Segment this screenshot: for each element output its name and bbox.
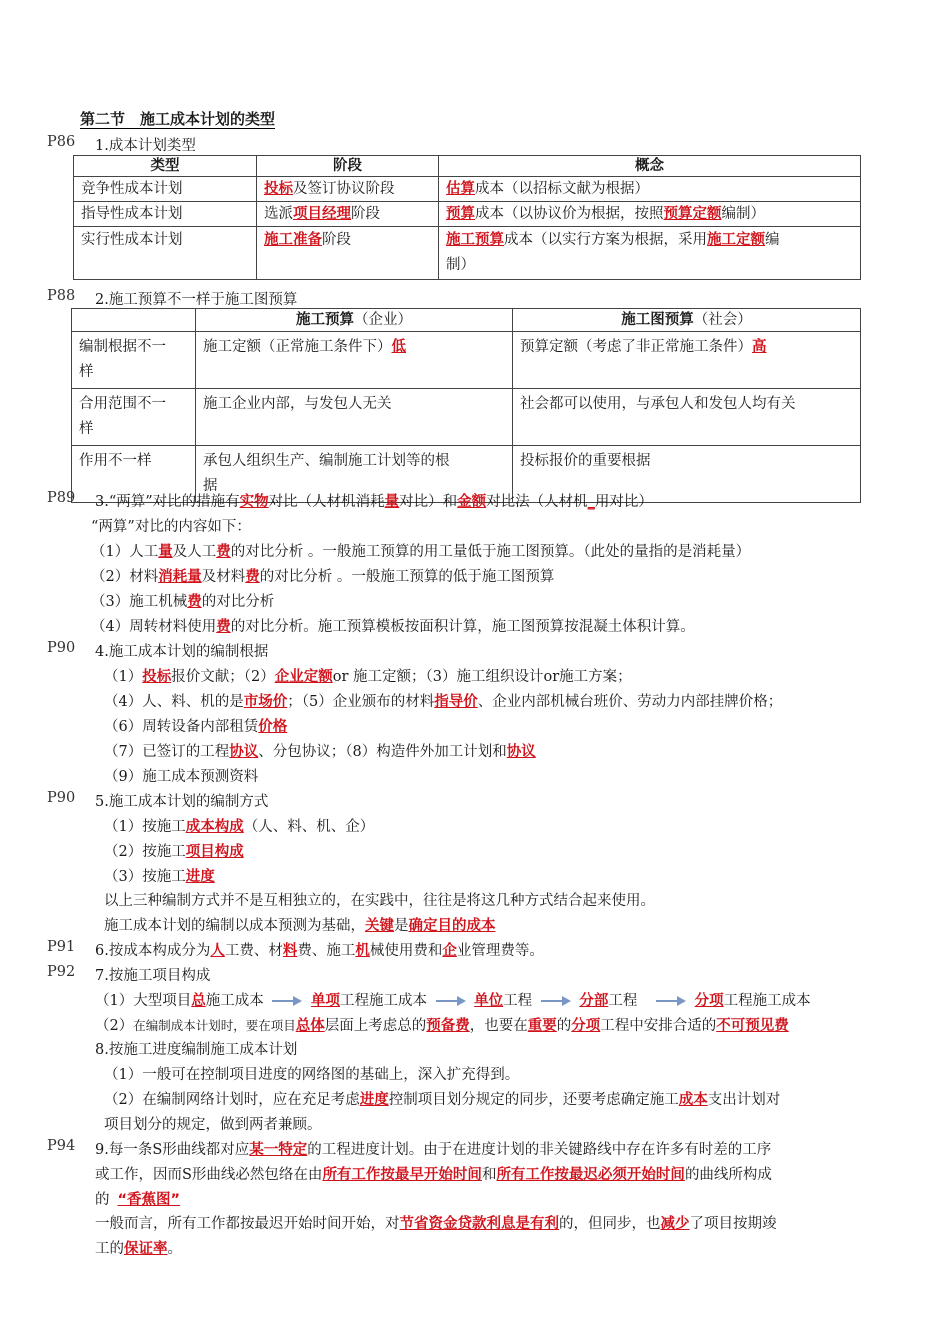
cell-stage: 投标及签订协议阶段: [257, 177, 439, 202]
cell-aspect: 合用范围不一 样: [72, 389, 196, 446]
s5-line: （3）按施工进度: [104, 869, 215, 885]
s7-title: 7.按施工项目构成: [95, 968, 211, 984]
cell-drawing: 社会都可以使用，与承包人和发包人均有关: [513, 389, 861, 446]
cell-construction: 承包人组织生产、编制施工计划等的根 据: [196, 446, 513, 503]
s3-line: 3.“两算”对比的措施有实物对比（人材机消耗量对比）和金额对比法（人材机_用对比）: [95, 494, 653, 510]
budget-compare-table: [71, 308, 861, 503]
cell-type: 实行性成本计划: [74, 227, 257, 280]
cell-type: 竞争性成本计划: [74, 177, 257, 202]
table-header-row: [72, 309, 861, 332]
table-row: [72, 389, 861, 446]
cell-construction: 施工定额（正常施工条件下）低: [196, 332, 513, 389]
s5-line: 施工成本计划的编制以成本预测为基础，关键是确定目的成本: [104, 918, 496, 934]
s4-title: 4.施工成本计划的编制根据: [95, 644, 269, 660]
s8-line: （1）一般可在控制项目进度的网络图的基础上，深入扩充得到。: [104, 1067, 520, 1083]
s3-line: （3）施工机械费的对比分析: [91, 594, 275, 610]
page-ref: P94: [47, 1138, 76, 1154]
th-type: 类型: [74, 156, 257, 177]
th-construction-budget: 施工预算（企业）: [196, 309, 513, 332]
s3-line: （2）材料消耗量及材料费的对比分析 。一般施工预算的低于施工图预算: [91, 569, 555, 585]
s5-line: 以上三种编制方式并不是互相独立的，在实践中，往往是将这几种方式结合起来使用。: [104, 893, 655, 909]
cell-concept: 施工预算成本（以实行方案为根据，采用施工定额编 制）: [439, 227, 861, 280]
cell-aspect: 编制根据不一 样: [72, 332, 196, 389]
th-empty: [72, 309, 196, 332]
th-concept: 概念: [439, 156, 861, 177]
page-ref: P88: [47, 288, 76, 304]
s5-line: （1）按施工成本构成（人、料、机、企）: [104, 819, 375, 835]
s3-line: “两算”对比的内容如下：: [91, 519, 251, 535]
s9-line: 的 “香蕉图”: [95, 1192, 181, 1208]
page-ref: P90: [47, 790, 76, 806]
s4-line: （7）已签订的工程协议、分包协议；（8）构造件外加工计划和协议: [104, 744, 536, 760]
table-row: [74, 177, 861, 202]
cell-concept: 估算成本（以招标文献为根据）: [439, 177, 861, 202]
s3-line: （4）周转材料使用费的对比分析。施工预算模板按面积计算，施工图预算按混凝土体积计算。: [91, 619, 695, 635]
s9-line: 工的保证率。: [95, 1241, 182, 1257]
page-ref: P89: [47, 490, 76, 506]
cell-type: 指导性成本计划: [74, 202, 257, 227]
page-ref: P90: [47, 640, 76, 656]
th-stage: 阶段: [257, 156, 439, 177]
s9-line: 或工作，因而S形曲线必然包络在由所有工作按最早开始时间和所有工作按最迟必须开始时间的曲线所构成: [95, 1167, 772, 1183]
s4-line: （4）人、料、机的是市场价；（5）企业颁布的材料指导价、企业内部机械台班价、劳动力内部挂牌价格；: [104, 694, 783, 710]
cell-aspect: 作用不一样: [72, 446, 196, 503]
cell-stage: 施工准备阶段: [257, 227, 439, 280]
s9-line: 一般而言，所有工作都按最迟开始时间开始，对节省资金贷款利息是有利的，但同步，也减少了项目按期竣: [95, 1216, 777, 1232]
table-row: [74, 227, 861, 280]
cell-drawing: 预算定额（考虑了非正常施工条件）高: [513, 332, 861, 389]
s5-line: （2）按施工项目构成: [104, 844, 244, 860]
cell-construction: 施工企业内部，与发包人无关: [196, 389, 513, 446]
s8-line: 项目划分的规定，做到两者兼顾。: [104, 1117, 322, 1133]
table-row: [74, 202, 861, 227]
cell-stage: 选派项目经理阶段: [257, 202, 439, 227]
s8-line: （2）在编制网络计划时，应在充足考虑进度控制项目划分规定的同步，还要考虑确定施工成本支出计划对: [104, 1092, 781, 1108]
s3-line: （1）人工量及人工费的对比分析 。一般施工预算的用工量低于施工图预算。（此处的量指的是消耗量）: [91, 544, 751, 560]
cost-plan-type-table: [73, 155, 861, 280]
table-row: [72, 332, 861, 389]
s5-title: 5.施工成本计划的编制方式: [95, 794, 269, 810]
s6-line: 6.按成本构成分为人工费、材料费、施工机械使用费和企业管理费等。: [95, 943, 544, 959]
table-header-row: [74, 156, 861, 177]
cell-drawing: 投标报价的重要根据: [513, 446, 861, 503]
th-drawing-budget: 施工图预算（社会）: [513, 309, 861, 332]
s1-title: 1.成本计划类型: [95, 138, 196, 154]
page-ref: P92: [47, 964, 76, 980]
right-arrow-icon: [541, 996, 571, 1006]
s7-line: （2）在编制成本计划时，要在项目总体层面上考虑总的预备费，也要在重要的分项工程中安排合适的不可预见费: [95, 1018, 789, 1034]
s4-line: （1）投标报价文献；（2）企业定额or 施工定额；（3）施工组织设计or施工方案；: [104, 669, 632, 685]
page-ref: P86: [47, 134, 76, 150]
s4-line: （6）周转设备内部租赁价格: [104, 719, 288, 735]
s8-title: 8.按施工进度编制施工成本计划: [95, 1042, 298, 1058]
section-title: 第二节 施工成本计划的类型: [80, 110, 276, 128]
page-ref: P91: [47, 939, 76, 955]
s9-line: 9.每一条S形曲线都对应某一特定的工程进度计划。由于在进度计划的非关键路线中存在许多有时差的工序: [95, 1142, 772, 1158]
right-arrow-icon: [272, 996, 302, 1006]
right-arrow-icon: [436, 996, 466, 1006]
s7-line: （1）大型项目总施工成本 单项工程施工成本 单位工程 分部工程 分项工程施工成本: [95, 993, 811, 1009]
s2-title: 2.施工预算不一样于施工图预算: [95, 292, 298, 308]
s4-line: （9）施工成本预测资料: [104, 769, 259, 785]
right-arrow-icon: [656, 996, 686, 1006]
cell-concept: 预算成本（以协议价为根据，按照预算定额编制）: [439, 202, 861, 227]
